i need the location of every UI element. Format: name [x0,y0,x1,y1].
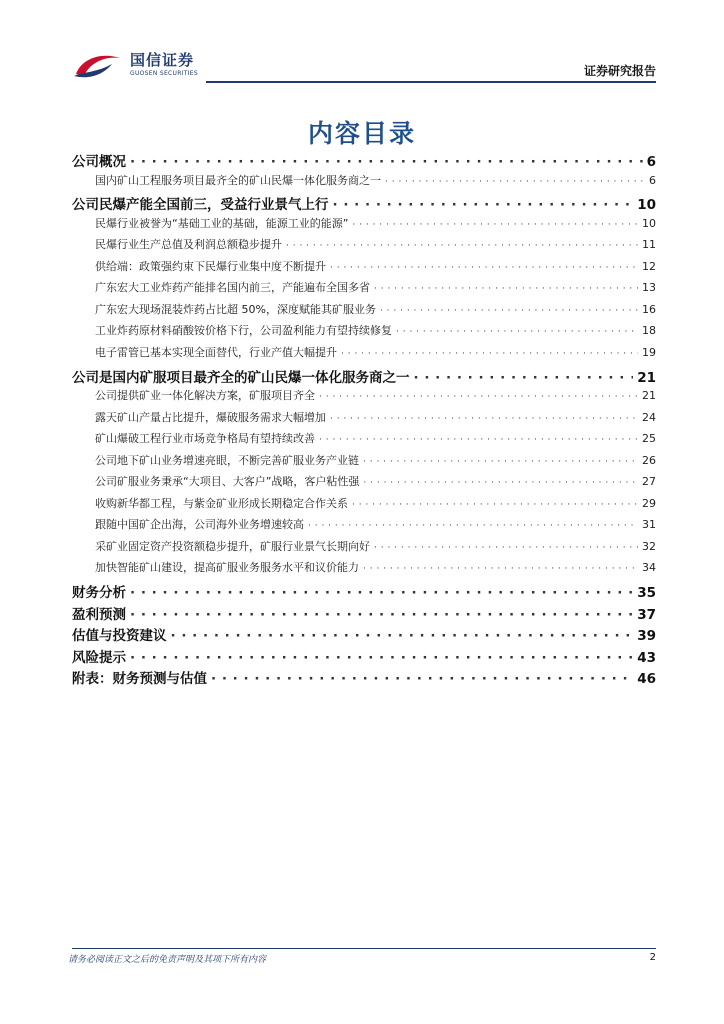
toc-dot-leader [308,521,638,531]
toc-dot-leader [374,284,638,294]
toc-dot-leader [363,478,638,488]
toc-entry-page-number: 43 [637,649,656,666]
toc-dot-leader [374,543,638,553]
toc-entry-title: 公司概况 [72,154,126,170]
toc-section-entry[interactable] [72,603,656,623]
toc-dot-leader [341,349,638,359]
toc-subsection-entry[interactable] [95,279,656,295]
toc-subsection-entry[interactable] [95,215,656,231]
footer-disclaimer: 请务必阅读正文之后的免责声明及其项下所有内容 [68,955,267,965]
toc-dot-leader [352,500,638,510]
page-number: 2 [649,952,656,963]
toc-entry-page-number: 21 [642,389,656,403]
toc-dot-leader [130,154,643,170]
toc-subsection-entry[interactable] [95,409,656,425]
toc-dot-leader [352,220,638,230]
toc-entry-title: 公司地下矿山业务增速亮眼，不断完善矿服业务产业链 [95,453,359,467]
toc-entry-page-number: 18 [642,324,656,338]
toc-entry-title: 广东宏大现场混装炸药占比超 50%，深度赋能其矿服业务 [95,302,376,316]
toc-dot-leader [396,327,638,337]
header-divider [206,81,656,83]
toc-entry-page-number: 13 [642,281,656,295]
page-title: 内容目录 [307,119,416,148]
toc-dot-leader [319,435,638,445]
toc-entry-page-number: 12 [642,259,656,273]
toc-section-entry[interactable] [72,667,656,687]
toc-section-entry[interactable] [72,150,656,170]
toc-entry-title: 公司是国内矿服项目最齐全的矿山民爆一体化服务商之一 [72,369,410,386]
toc-entry-title: 盈利预测 [72,606,126,623]
toc-entry-page-number: 35 [637,585,656,601]
toc-dot-leader [385,177,645,187]
toc-subsection-entry[interactable] [95,430,656,446]
toc-entry-page-number: 39 [637,628,656,645]
toc-entry-page-number: 6 [646,154,656,170]
toc-dot-leader [363,457,638,467]
toc-dot-leader [333,197,634,213]
footer-divider [72,948,656,949]
toc-entry-page-number: 32 [642,539,656,553]
toc-dot-leader [211,671,633,687]
toc-entry-page-number: 16 [642,302,656,316]
toc-subsection-entry[interactable] [95,322,656,338]
toc-entry-page-number: 29 [642,496,656,510]
toc-dot-leader [330,414,638,424]
toc-section-entry[interactable] [72,624,656,644]
toc-subsection-entry[interactable] [95,172,656,188]
toc-entry-page-number: 25 [642,432,656,446]
page-header [0,0,724,90]
toc-entry-title: 工业炸药原材料硝酸铵价格下行，公司盈利能力有望持续修复 [95,324,392,338]
toc-subsection-entry[interactable] [95,344,656,360]
toc-section-entry[interactable] [72,366,656,386]
toc-subsection-entry[interactable] [95,516,656,532]
toc-subsection-entry[interactable] [95,559,656,575]
toc-entry-page-number: 19 [642,345,656,359]
toc-entry-title: 供给端：政策强约束下民爆行业集中度不断提升 [95,259,326,273]
toc-dot-leader [171,628,634,644]
toc-entry-title: 加快智能矿山建设，提高矿服业务服务水平和议价能力 [95,561,359,575]
report-type-label: 证券研究报告 [583,64,656,78]
guosen-logo-icon [72,50,124,80]
toc-dot-leader [319,392,638,402]
toc-entry-page-number: 11 [642,238,656,252]
toc-entry-title: 电子雷管已基本实现全面替代，行业产值大幅提升 [95,345,337,359]
toc-entry-title: 风险提示 [72,649,126,666]
toc-dot-leader [286,241,638,251]
toc-subsection-entry[interactable] [95,301,656,317]
toc-entry-page-number: 37 [637,606,656,623]
toc-section-entry[interactable] [72,193,656,213]
toc-entry-page-number: 24 [642,410,656,424]
toc-entry-page-number: 10 [637,197,656,214]
toc-entry-page-number: 46 [637,671,656,688]
toc-subsection-entry[interactable] [95,387,656,403]
toc-entry-title: 国内矿山工程服务项目最齐全的矿山民爆一体化服务商之一 [95,173,381,187]
toc-subsection-entry[interactable] [95,538,656,554]
logo-english-name: GUOSEN SECURITIES [130,70,199,77]
toc-subsection-entry[interactable] [95,258,656,274]
toc-dot-leader [130,607,633,623]
toc-entry-title: 公司民爆产能全国前三，受益行业景气上行 [72,197,329,214]
toc-subsection-entry[interactable] [95,452,656,468]
toc-entry-title: 露天矿山产量占比提升，爆破服务需求大幅增加 [95,410,326,424]
toc-entry-title: 广东宏大工业炸药产能排名国内前三，产能遍布全国多省 [95,281,370,295]
toc-entry-title: 附表：财务预测与估值 [72,671,207,688]
toc-dot-leader [363,564,638,574]
guosen-logo [72,50,198,80]
toc-dot-leader [330,263,638,273]
toc-dot-leader [130,650,633,666]
toc-entry-page-number: 10 [642,216,656,230]
toc-entry-page-number: 34 [642,561,656,575]
toc-entry-title: 跟随中国矿企出海，公司海外业务增速较高 [95,518,304,532]
logo-chinese-name: 国信证券 [130,51,195,69]
toc-subsection-entry[interactable] [95,473,656,489]
toc-entry-title: 估值与投资建议 [72,628,167,645]
toc-section-entry[interactable] [72,646,656,666]
toc-entry-title: 民爆行业生产总值及利润总额稳步提升 [95,238,282,252]
toc-entry-page-number: 6 [649,173,656,187]
toc-entry-title: 公司提供矿业一体化解决方案，矿服项目齐全 [95,389,315,403]
toc-entry-title: 收购新华都工程，与紫金矿业形成长期稳定合作关系 [95,496,348,510]
toc-section-entry[interactable] [72,581,656,601]
toc-entry-title: 采矿业固定资产投资额稳步提升，矿服行业景气长期向好 [95,539,370,553]
toc-entry-page-number: 26 [642,453,656,467]
toc-subsection-entry[interactable] [95,495,656,511]
toc-entry-page-number: 27 [642,475,656,489]
toc-dot-leader [414,370,634,386]
toc-entry-title: 矿山爆破工程行业市场竞争格局有望持续改善 [95,432,315,446]
toc-subsection-entry[interactable] [95,236,656,252]
toc-entry-page-number: 21 [637,369,656,386]
toc-entry-title: 财务分析 [72,585,126,601]
toc-entry-page-number: 31 [642,518,656,532]
toc-entry-title: 民爆行业被誉为“基础工业的基础，能源工业的能源” [95,216,349,230]
toc-entry-title: 公司矿服业务秉承“大项目、大客户”战略，客户粘性强 [95,475,360,489]
toc-dot-leader [380,306,638,316]
toc-dot-leader [130,585,633,601]
